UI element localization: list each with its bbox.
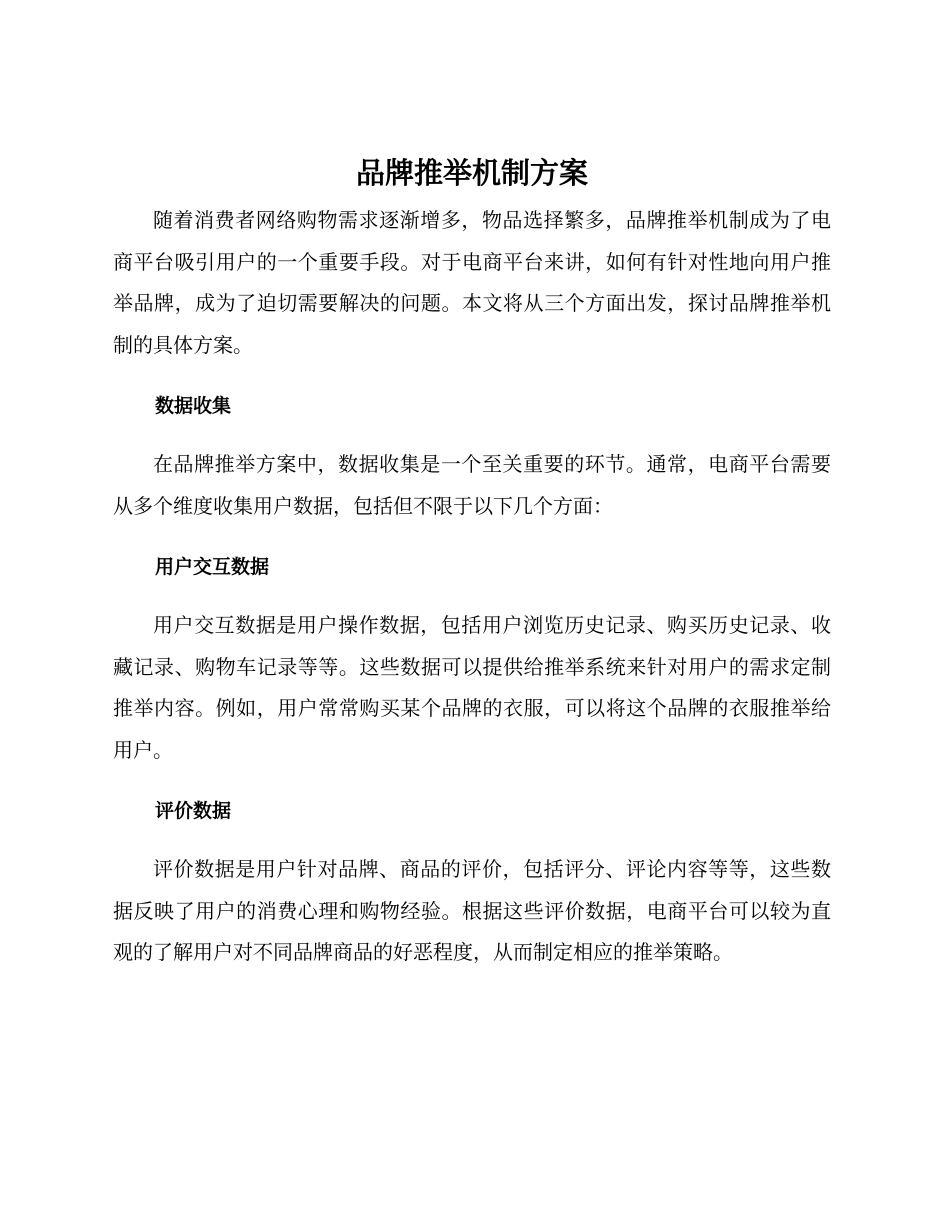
section-heading-review-data: 评价数据: [155, 800, 232, 822]
document-title: 品牌推举机制方案: [355, 156, 588, 190]
section-heading-user-interaction-data: 用户交互数据: [155, 556, 270, 578]
intro-paragraph: 随着消费者网络购物需求逐渐增多，物品选择繁多，品牌推举机制成为了电商平台吸引用户的一个重要手段。对于电商平台来讲，如何有针对性地向用户推举品牌，成为了迫切需要解决的问题。本文将从三个方面出发，探讨品牌推举机制的具体方案。: [113, 208, 831, 357]
section-heading-data-collection: 数据收集: [155, 395, 232, 417]
section-body-review-data: 评价数据是用户针对品牌、商品的评价，包括评分、评论内容等等，这些数据反映了用户的消费心理和购物经验。根据这些评价数据，电商平台可以较为直观的了解用户对不同品牌商品的好恶程度，从而制定相应的推举策略。: [113, 857, 831, 964]
section-body-user-interaction-data: 用户交互数据是用户操作数据，包括用户浏览历史记录、购买历史记录、收藏记录、购物车记录等等。这些数据可以提供给推举系统来针对用户的需求定制推举内容。例如，用户常常购买某个品牌的衣服，可以将这个品牌的衣服推举给用户。: [113, 613, 831, 762]
section-body-data-collection: 在品牌推举方案中，数据收集是一个至关重要的环节。通常，电商平台需要从多个维度收集用户数据，包括但不限于以下几个方面：: [113, 452, 831, 518]
document-content: [113, 150, 831, 974]
